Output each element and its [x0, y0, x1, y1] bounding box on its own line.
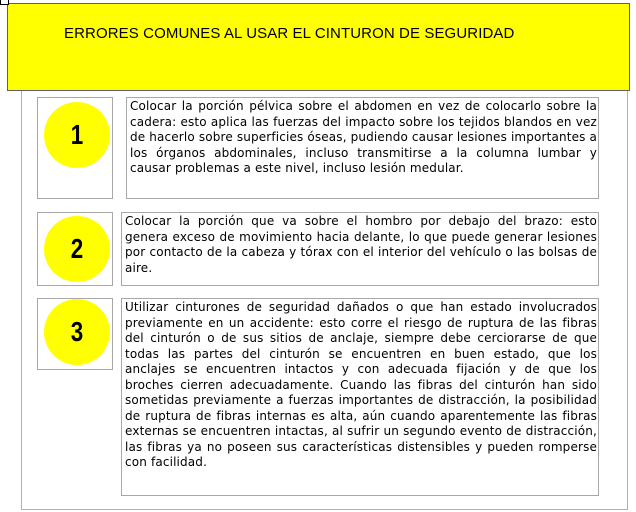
- number-label-2: 2: [70, 233, 84, 264]
- number-circle-3: [44, 299, 110, 365]
- page-title: ERRORES COMUNES AL USAR EL CINTURON DE SEGURIDAD: [64, 25, 515, 42]
- item-text-box-3: [121, 298, 599, 496]
- number-box-1: [37, 97, 113, 199]
- corner-marker: [0, 0, 9, 5]
- number-label-1: 1: [70, 119, 84, 150]
- item-text-1: Colocar la porción pélvica sobre el abdomen en vez de colocarlo sobre la cadera: esto aplica las fuerzas del impacto sobre los tejidos blandos en vez de hacerlo sobre superficies óseas, pudiendo causar lesiones importantes a los órganos abdominales, incluso transmitirse a la columna lumbar y causar problemas a este nivel, incluso lesión medular.: [130, 99, 597, 175]
- item-text-2: Colocar la porción que va sobre el hombro por debajo del brazo: esto genera exceso de movimiento hacia delante, lo que puede generar lesiones por contacto de la cabeza y tórax con el interior del vehículo o las bolsas de aire.: [125, 214, 597, 275]
- number-circle-1: [44, 102, 110, 168]
- title-banner: [7, 3, 630, 91]
- number-label-3: 3: [70, 316, 84, 347]
- number-box-3: [37, 298, 113, 370]
- item-text-3: Utilizar cinturones de seguridad dañados o que han estado involucrados previamente en un accidente: esto corre el riesgo de ruptura de las fibras del cinturón o de sus sitios de anclaje, siempre debe cerciorarse de que todas las partes del cinturón se encuentren en buen estado, que los anclajes se encuentren intactos y con adecuada fijación y de que los broches cierren adecuadamente. Cuando las fibras del cinturón han sido sometidas previamente a fuerzas importantes de distracción, la posibilidad de ruptura de fibras internas es alta, aún cuando aparentemente las fibras externas se encuentren intactas, al sufrir un segundo evento de distracción, las fibras ya no poseen sus características distensibles y pueden romperse con facilidad.: [125, 300, 597, 469]
- number-box-2: [37, 212, 113, 286]
- number-circle-2: [44, 216, 110, 282]
- item-text-box-2: [121, 212, 599, 286]
- item-text-box-1: [126, 97, 599, 199]
